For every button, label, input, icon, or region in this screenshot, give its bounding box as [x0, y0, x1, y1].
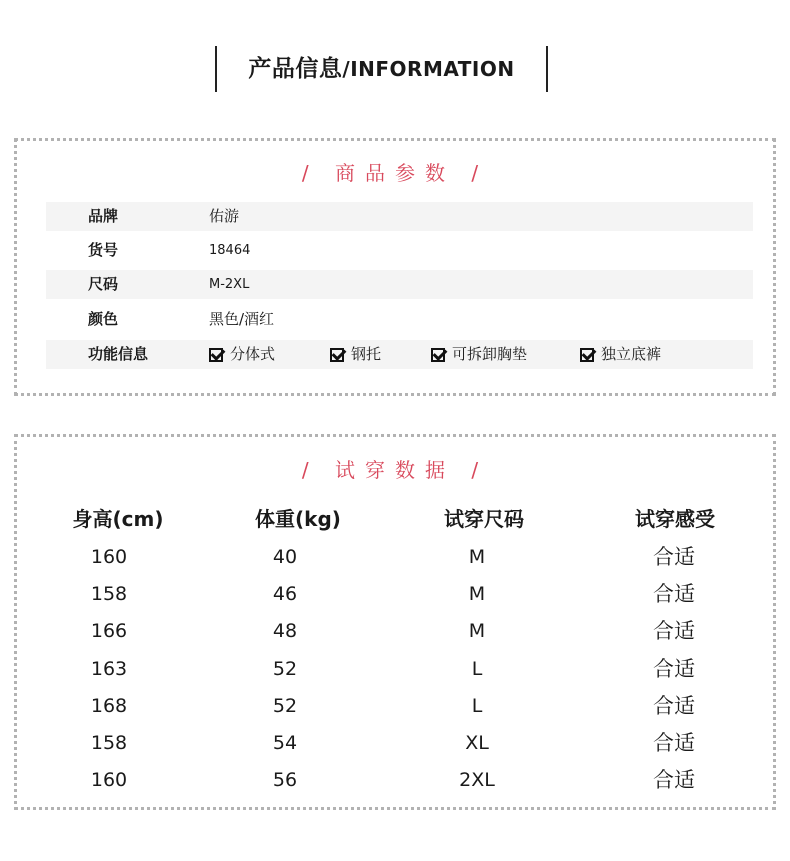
checkbox-checked-icon [330, 348, 344, 362]
feature-item [209, 340, 275, 369]
fitting-cell: 52 [272, 694, 298, 717]
fitting-cell: 合适 [653, 768, 695, 793]
param-row-features [46, 340, 753, 369]
params-section-title: / 商品参数 / [301, 161, 489, 185]
fitting-cell: 合适 [653, 545, 695, 569]
checkbox-checked-icon [580, 348, 594, 362]
param-value: 18464 [209, 243, 251, 258]
param-label: 货号 [88, 241, 119, 259]
param-label: 颜色 [88, 310, 119, 328]
fitting-cell: 158 [90, 732, 128, 754]
fitting-cell: 163 [90, 657, 128, 680]
param-label: 尺码 [88, 275, 119, 293]
param-row-color [46, 305, 753, 334]
fitting-cell: 168 [90, 694, 128, 717]
fitting-cell: 合适 [653, 731, 695, 755]
feature-label: 钢托 [351, 345, 382, 363]
param-row-item-number [46, 236, 753, 265]
param-value: 黑色/酒红 [209, 310, 275, 328]
page-title-en: /INFORMATION [342, 57, 515, 81]
fitting-cell: L [471, 657, 483, 680]
fitting-cell: 2XL [459, 769, 495, 792]
fitting-cell: 合适 [653, 582, 695, 607]
param-label: 品牌 [88, 207, 119, 225]
fitting-cell: 合适 [653, 656, 695, 681]
fitting-cell: 54 [272, 732, 298, 754]
fitting-cell: 166 [90, 620, 128, 643]
fitting-header-height: 身高(cm) [72, 507, 164, 531]
features-label: 功能信息 [88, 345, 149, 363]
fitting-cell: 56 [272, 769, 298, 792]
param-value: 佑游 [209, 207, 240, 225]
params-panel [14, 138, 776, 396]
fitting-cell: M [468, 583, 486, 606]
fitting-cell: M [468, 620, 486, 643]
fitting-cell: M [468, 546, 486, 568]
header-divider-right [546, 46, 548, 92]
checkbox-checked-icon [209, 348, 223, 362]
fitting-section-title: / 试穿数据 / [301, 458, 489, 482]
feature-item [330, 340, 381, 369]
fitting-cell: 46 [272, 583, 298, 606]
fitting-cell: 合适 [653, 619, 695, 644]
feature-label: 分体式 [230, 345, 276, 363]
fitting-cell: 160 [90, 769, 128, 792]
fitting-cell: XL [465, 732, 489, 754]
fitting-header-weight: 体重(kg) [255, 507, 341, 531]
page-title [217, 54, 546, 84]
fitting-cell: 160 [90, 546, 128, 568]
page-title-zh: 产品信息 [248, 56, 343, 82]
fitting-cell: 合适 [653, 693, 695, 718]
fitting-cell: 48 [272, 620, 298, 643]
fitting-header-size: 试穿尺码 [444, 507, 524, 531]
feature-item [580, 340, 661, 369]
fitting-cell: 40 [272, 546, 298, 568]
fitting-cell: 158 [90, 583, 128, 606]
param-value: M-2XL [209, 277, 250, 292]
feature-label: 独立底裤 [601, 345, 662, 363]
fitting-cell: 52 [272, 657, 298, 680]
fitting-panel [14, 434, 776, 810]
param-row-brand [46, 202, 753, 231]
fitting-cell: L [471, 694, 483, 717]
fitting-header-feel: 试穿感受 [635, 507, 715, 531]
checkbox-checked-icon [431, 348, 445, 362]
param-row-size [46, 270, 753, 299]
feature-item [431, 340, 527, 369]
feature-label: 可拆卸胸垫 [452, 345, 528, 363]
